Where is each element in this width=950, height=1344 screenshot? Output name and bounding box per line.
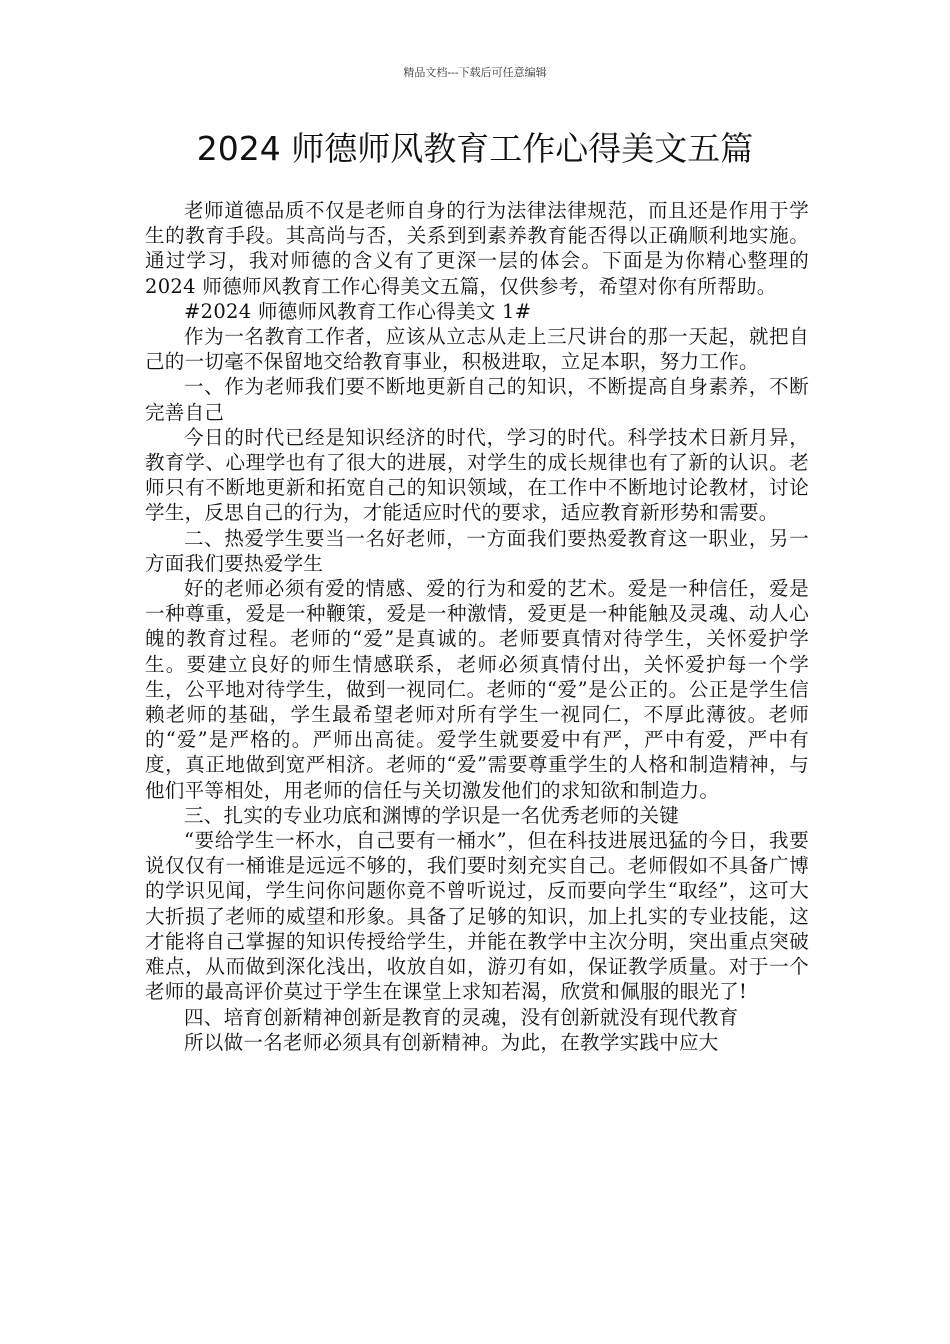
section-heading: #2024 师德师风教育工作心得美文 1# — [184, 299, 532, 323]
body-paragraph: “要给学生一杯水，自己要有一桶水”，但在科技进展迅猛的今日，我要说仅仅有一桶谁是远远不够的，我们要时刻充实自己。老师假如不具备广博的学识见闻，学生问你问题你竟不曾听说过，反而要向学生“取经”，这可大大折损了老师的威望和形象。具备了足够的知识，加上扎实的专业技能，这才能将自己掌握的知识传授给学生，并能在教学中主次分明，突出重点突破难点，从而做到深化浅出，收放自如，游刃有如，保证教学质量。对于一个老师的最高评价莫过于学生在课堂上求知若渴，欣赏和佩服的眼光了! — [145, 829, 809, 1004]
intro-paragraph: 老师道德品质不仅是老师自身的行为法律法律规范，而且还是作用于学生的教育手段。其高尚与否，关系到到素养教育能否得以正确顺利地实施。通过学习，我对师德的含义有了更深一层的体会。下面是为你精心整理的 2024 师德师风教育工作心得美文五篇，仅供参考，希望对你有所帮助。 — [145, 199, 809, 298]
document-body — [145, 198, 809, 1055]
body-paragraph: 好的老师必须有爱的情感、爱的行为和爱的艺术。爱是一种信任，爱是一种尊重，爱是一种鞭策，爱是一种激情，爱更是一种能触及灵魂、动人心魄的教育过程。老师的“爱”是真诚的。老师要真情对待学生，关怀爱护学生。要建立良好的师生情感联系，老师必须真情付出，关怀爱护每一个学生，公平地对待学生，做到一视同仁。老师的“爱”是公正的。公正是学生信赖老师的基础，学生最希望老师对所有学生一视同仁，不厚此薄彼。老师的“爱”是严格的。严师出高徒。爱学生就要爱中有严，严中有爱，严中有度，真正地做到宽严相济。老师的“爱”需要尊重学生的人格和制造精神，与他们平等相处，用老师的信任与关切激发他们的求知欲和制造力。 — [145, 577, 809, 802]
header-note: 精品文档---下载后可任意编辑 — [403, 66, 547, 79]
point-heading: 一、作为老师我们要不断地更新自己的知识，不断提高自身素养，不断完善自己 — [145, 375, 809, 424]
point-heading: 四、培育创新精神创新是教育的灵魂，没有创新就没有现代教育 — [184, 1005, 739, 1029]
body-paragraph: 今日的时代已经是知识经济的时代，学习的时代。科学技术日新月异，教育学、心理学也有了很大的进展，对学生的成长规律也有了新的认识。老师只有不断地更新和拓宽自己的知识领域，在工作中不断地讨论教材，讨论学生，反思自己的行为，才能适应时代的要求，适应教育新形势和需要。 — [145, 425, 809, 525]
body-paragraph: 作为一名教育工作者，应该从立志从走上三尺讲台的那一天起，就把自己的一切毫不保留地交给教育事业，积极进取，立足本职，努力工作。 — [145, 325, 809, 374]
body-paragraph: 所以做一名老师必须具有创新精神。为此，在教学实践中应大 — [184, 1030, 719, 1054]
point-heading: 二、热爱学生要当一名好老师，一方面我们要热爱教育这一职业，另一方面我们要热爱学生 — [145, 526, 809, 575]
document-title: 2024 师德师风教育工作心得美文五篇 — [196, 129, 754, 168]
point-heading: 三、扎实的专业功底和渊博的学识是一名优秀老师的关键 — [184, 803, 680, 827]
